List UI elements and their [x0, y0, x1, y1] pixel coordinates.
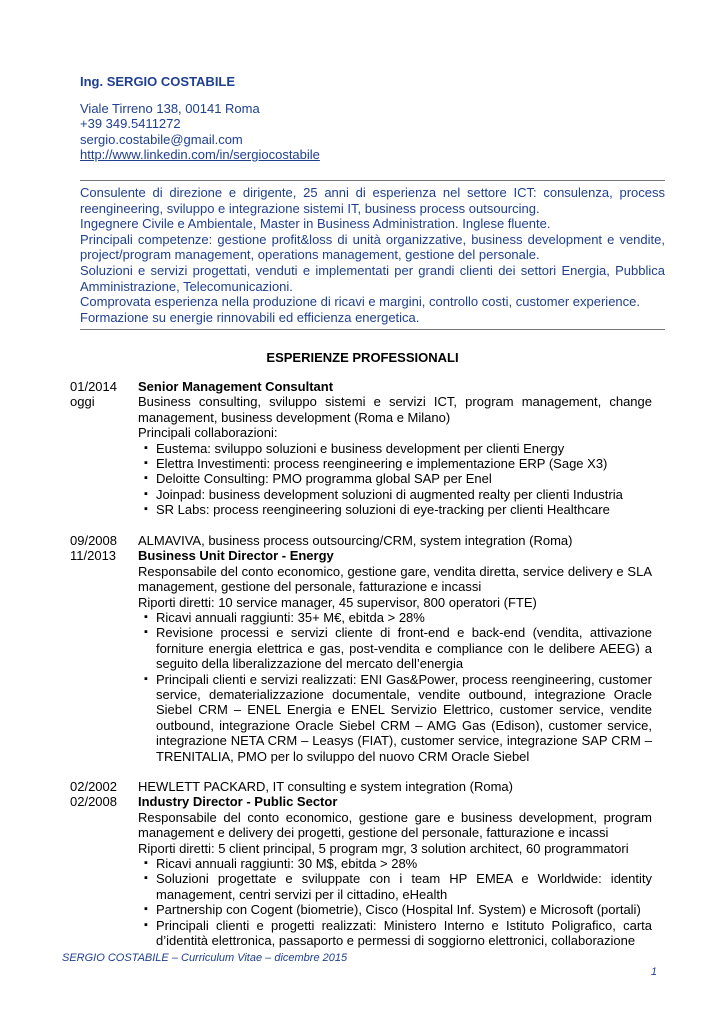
- date-to: oggi: [70, 394, 95, 410]
- list-item: ▪ Principali clienti e progetti realizzati: Ministero Interno e Istituto Poligrafico, carta d’identità elettronica, passaporto e permessi di soggiorno elettronici, collaborazione: [138, 918, 652, 949]
- email: sergio.costabile@gmail.com: [80, 131, 243, 147]
- job-role: Business Unit Director - Energy: [138, 548, 334, 564]
- list-item: ▪ Joinpad: business development soluzioni di augmented realty per clienti Industria: [138, 487, 652, 502]
- job-dates: [70, 533, 132, 564]
- date-from: 01/2014: [70, 379, 117, 394]
- list-item: ▪ Principali clienti e servizi realizzati: ENI Gas&Power, process reengineering, customer service, dematerializzazione documentale, vendite outbound, integrazione Oracle Siebel CRM – ENEL Energia e ENEL Servizio Elettrico, customer service, vendite outbound, integrazione Oracle Siebel CRM – AMG Gas (Edison), customer service, integrazione NETA CRM – Leasys (FIAT), customer service, integrazione SAP CRM – TRENITALIA, PMO per lo sviluppo del nuovo CRM Oracle Siebel: [138, 672, 652, 764]
- date-from: 09/2008: [70, 533, 117, 548]
- summary-line: Consulente di direzione e dirigente, 25 anni di esperienza nel settore ICT: consulenza, process reengineering, sviluppo e integrazione sistemi IT, business process outsourcing.: [80, 185, 665, 216]
- job-subheading: Principali collaborazioni:: [138, 425, 278, 441]
- summary-line: Soluzioni e servizi progettati, venduti e implementati per grandi clienti dei settori Energia, Pubblica Amministrazione, Telecomunicazioni.: [80, 262, 665, 294]
- job-bullets: [138, 856, 652, 948]
- list-item: ▪ Eustema: sviluppo soluzioni e business development per clienti Energy: [138, 441, 652, 456]
- job-entry: [70, 379, 652, 518]
- date-to: 11/2013: [70, 548, 117, 564]
- profile-summary: [80, 180, 665, 330]
- list-item: ▪ Soluzioni progettate e sviluppate con i team HP EMEA e Worldwide: identity management, centri servizi per il cittadino, eHealth: [138, 871, 652, 902]
- job-company: ALMAVIVA, business process outsourcing/CRM, system integration (Roma): [138, 533, 573, 548]
- list-item: ▪ Revisione processi e servizi cliente di front-end e back-end (vendita, attivazione forniture energia elettrica e gas, post-vendita e compliance con le delibere AEEG) a seguito della liberalizzazione del mercato dell’energia: [138, 625, 652, 671]
- job-description: Business consulting, sviluppo sistemi e servizi ICT, program management, change management, business development (Roma e Milano): [138, 394, 652, 425]
- page-number: 1: [650, 966, 657, 978]
- list-item: ▪ Ricavi annuali raggiunti: 35+ M€, ebitda > 28%: [138, 610, 652, 625]
- summary-line: Comprovata esperienza nella produzione di ricavi e margini, controllo costi, customer experience.: [80, 294, 640, 310]
- list-item: ▪ SR Labs: process reengineering soluzioni di eye-tracking per clienti Healthcare: [138, 502, 652, 517]
- linkedin-link[interactable]: http://www.linkedin.com/in/sergiocostabile: [80, 147, 320, 162]
- job-entry: [70, 533, 652, 764]
- job-role: Senior Management Consultant: [138, 379, 334, 394]
- job-role: Industry Director - Public Sector: [138, 794, 338, 810]
- section-title: ESPERIENZE PROFESSIONALI: [266, 350, 459, 365]
- list-item: ▪ Elettra Investimenti: process reengineering e implementazione ERP (Sage X3): [138, 456, 652, 471]
- footer-text: SERGIO COSTABILE – Curriculum Vitae – dicembre 2015: [62, 952, 348, 964]
- date-to: 02/2008: [70, 794, 117, 810]
- list-item: ▪ Ricavi annuali raggiunti: 30 M$, ebitda > 28%: [138, 856, 652, 871]
- candidate-name: Ing. SERGIO COSTABILE: [80, 74, 236, 89]
- contact-header: [80, 74, 660, 163]
- job-subheading: Riporti diretti: 5 client principal, 5 program mgr, 3 solution architect, 60 programmatori: [138, 840, 629, 856]
- summary-line: Principali competenze: gestione profit&loss di unità organizzative, business development e vendite, project/program management, operations management, gestione del personale.: [80, 231, 665, 263]
- job-subheading: Riporti diretti: 10 service manager, 45 supervisor, 800 operatori (FTE): [138, 594, 537, 610]
- job-dates: [70, 779, 132, 810]
- job-description: Responsabile del conto economico, gestione gare e business development, program management e delivery dei progetti, gestione del personale, fatturazione e incassi: [138, 809, 652, 841]
- address: Viale Tirreno 138, 00141 Roma: [80, 100, 260, 116]
- job-description: Responsabile del conto economico, gestione gare, vendita diretta, service delivery e SLA management, gestione del personale, fatturazione e incassi: [138, 563, 652, 595]
- job-bullets: [138, 441, 652, 518]
- job-company: HEWLETT PACKARD, IT consulting e system integration (Roma): [138, 779, 513, 794]
- summary-line: Ingegnere Civile e Ambientale, Master in Business Administration. Inglese fluente.: [80, 216, 551, 232]
- phone: +39 349.5411272: [80, 116, 181, 131]
- job-dates: [70, 379, 132, 410]
- list-item: ▪ Deloitte Consulting: PMO programma global SAP per Enel: [138, 471, 652, 486]
- job-bullets: [138, 610, 652, 764]
- date-from: 02/2002: [70, 779, 117, 794]
- summary-line: Formazione su energie rinnovabili ed efficienza energetica.: [80, 309, 420, 325]
- job-entry: [70, 779, 652, 948]
- list-item: ▪ Partnership con Cogent (biometrie), Cisco (Hospital Inf. System) e Microsoft (portali): [138, 902, 652, 917]
